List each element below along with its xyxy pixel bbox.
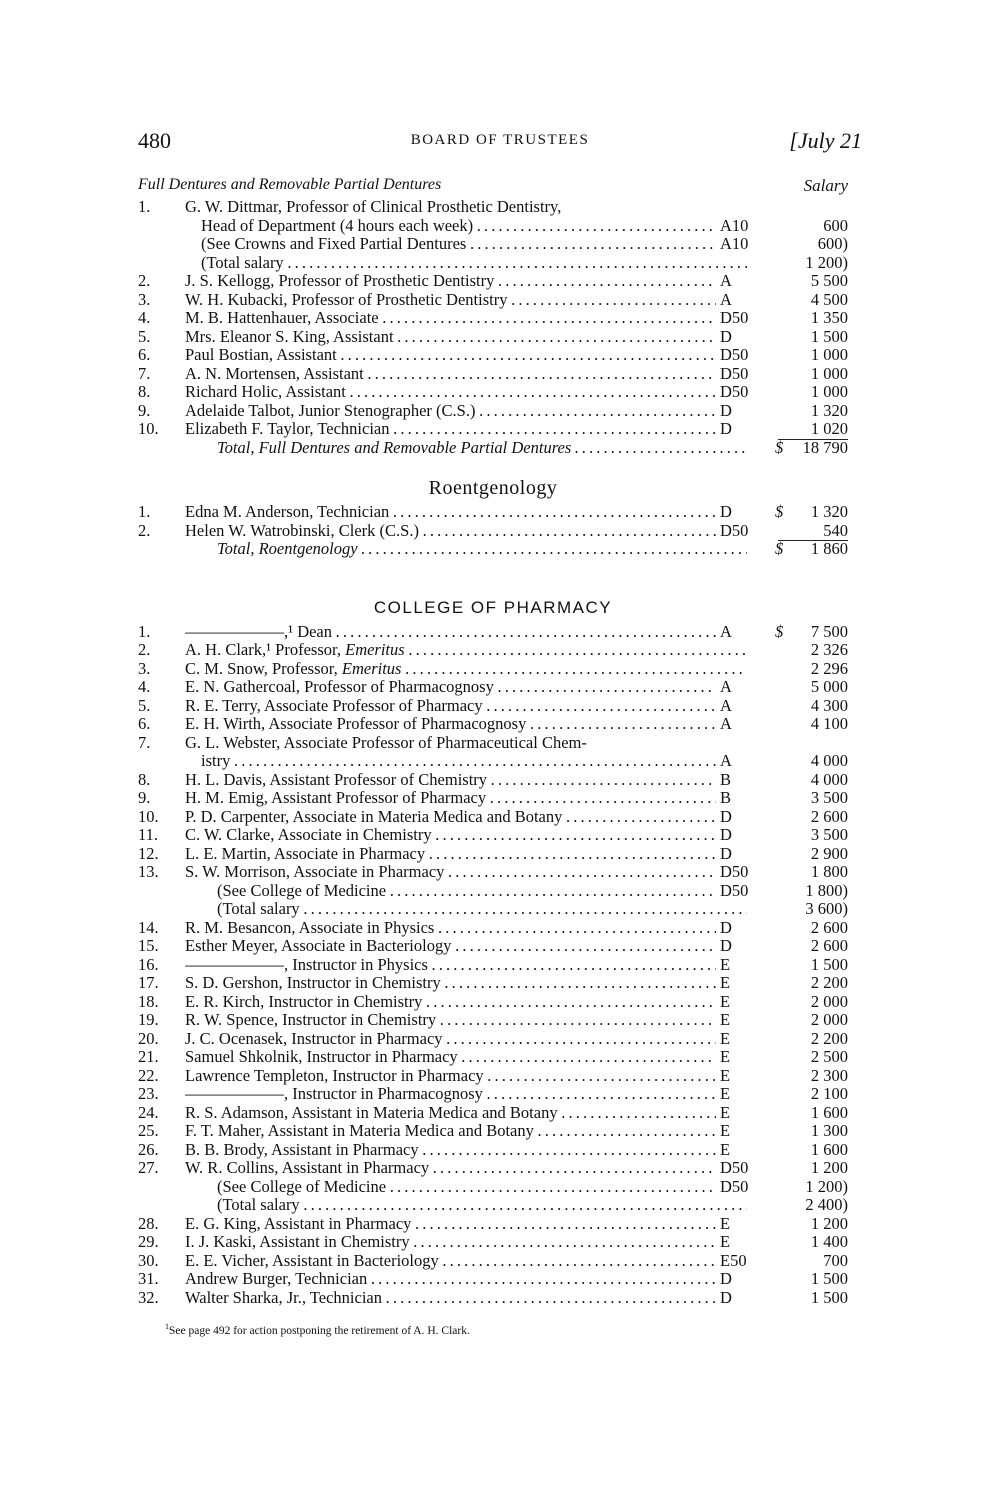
list-item <box>138 1085 848 1104</box>
item-number: 9. <box>138 400 151 420</box>
running-title: BOARD OF TRUSTEES <box>410 132 590 148</box>
list-item <box>138 235 848 254</box>
list-item <box>138 1141 848 1160</box>
item-grade: D <box>716 808 768 827</box>
item-description: Samuel Shkolnik, Instructor in Pharmacy . . . <box>185 1048 747 1067</box>
item-number: 23. <box>138 1084 159 1103</box>
item-description: G. W. Dittmar, Professor of Clinical Prosthetic Dentistry, <box>185 198 562 216</box>
item-salary: 4 500 <box>810 289 848 309</box>
item-salary: 1 320 <box>810 400 848 420</box>
list-item <box>138 752 848 771</box>
item-salary: 1 400 <box>810 1232 848 1251</box>
list-item <box>138 1159 848 1178</box>
item-grade: A <box>716 291 768 310</box>
item-grade: B <box>716 771 768 790</box>
item-description: W. R. Collins, Assistant in Pharmacy . . . <box>185 1159 747 1178</box>
item-salary: 2 100 <box>810 1084 848 1103</box>
item-grade: D <box>716 328 768 347</box>
list-item <box>138 623 848 642</box>
dollar-sign: $ <box>775 437 784 457</box>
item-grade: D50 <box>716 1159 768 1178</box>
list-item <box>138 1011 848 1030</box>
item-description: S. W. Morrison, Associate in Pharmacy . . . <box>185 863 747 882</box>
item-description: L. E. Martin, Associate in Pharmacy . . . <box>185 845 747 864</box>
item-description: E. G. King, Assistant in Pharmacy . . . <box>185 1215 747 1234</box>
item-grade: D <box>716 1289 768 1308</box>
item-description: Mrs. Eleanor S. King, Assistant . . . <box>185 328 747 347</box>
item-number: 5. <box>138 326 151 346</box>
running-head <box>138 128 862 158</box>
item-description: (Total salary . . . <box>217 1196 747 1215</box>
list-item <box>138 198 848 217</box>
item-description: C. W. Clarke, Associate in Chemistry . . . <box>185 826 747 845</box>
list-item <box>138 808 848 827</box>
item-description: W. H. Kubacki, Professor of Prosthetic Dentistry . . . <box>185 291 747 310</box>
item-salary: 2 000 <box>810 991 848 1011</box>
item-description: ——————, Instructor in Pharmacognosy . . . <box>185 1085 747 1104</box>
item-grade: E <box>716 1141 768 1160</box>
list-item <box>138 919 848 938</box>
list-item <box>138 254 848 273</box>
item-salary: 1 300 <box>810 1121 848 1140</box>
list-item <box>138 522 848 541</box>
item-salary: 4 000 <box>810 751 848 770</box>
item-number: 31. <box>138 1269 159 1288</box>
item-salary: 2 200 <box>810 1028 848 1048</box>
item-number: 10. <box>138 419 159 438</box>
item-number: 2. <box>138 271 151 290</box>
list-item <box>138 771 848 790</box>
item-number: 18. <box>138 991 159 1011</box>
section-title-college-of-pharmacy: COLLEGE OF PHARMACY <box>373 597 613 617</box>
item-number: 30. <box>138 1250 159 1270</box>
item-salary: 2 900 <box>810 843 848 863</box>
item-number: 15. <box>138 936 159 955</box>
item-description: R. M. Besancon, Associate in Physics . . . <box>185 919 747 938</box>
item-description: C. M. Snow, Professor, Emeritus . . . <box>185 660 747 679</box>
item-number: 24. <box>138 1102 159 1122</box>
item-description: B. B. Brody, Assistant in Pharmacy . . . <box>185 1141 747 1160</box>
list-item <box>138 734 848 753</box>
item-description: E. R. Kirch, Instructor in Chemistry . . . <box>185 993 747 1012</box>
list-item <box>138 309 848 328</box>
list-item <box>138 1233 848 1252</box>
list-item <box>138 346 848 365</box>
item-description: F. T. Maher, Assistant in Materia Medica and Botany . . . <box>185 1122 747 1141</box>
footnote-text: See page 492 for action postponing the retirement of A. H. Clark. <box>169 1324 470 1337</box>
item-grade: D <box>716 420 768 439</box>
item-grade: A <box>716 752 768 771</box>
item-salary: 2 600 <box>810 806 848 826</box>
item-grade: A10 <box>716 235 768 254</box>
item-salary: 7 500 <box>810 621 848 641</box>
item-salary: 2 296 <box>810 658 848 678</box>
item-number: 14. <box>138 917 159 937</box>
item-grade: D50 <box>716 309 768 328</box>
item-salary: 1 000 <box>810 382 848 401</box>
item-salary: 1 500 <box>810 954 848 974</box>
list-item <box>138 1215 848 1234</box>
item-salary: 1 350 <box>810 308 848 327</box>
list-item <box>138 1048 848 1067</box>
item-description: Lawrence Templeton, Instructor in Pharmacy . . . <box>185 1067 747 1086</box>
item-number: 19. <box>138 1010 159 1029</box>
item-number: 8. <box>138 769 151 789</box>
list-item <box>138 974 848 993</box>
item-salary: 2 500 <box>810 1047 848 1066</box>
item-grade: E <box>716 1233 768 1252</box>
list-item <box>138 993 848 1012</box>
section-full-dentures <box>138 198 848 439</box>
item-grade: D50 <box>716 346 768 365</box>
item-grade: E50 <box>716 1252 768 1271</box>
item-description: G. L. Webster, Associate Professor of Pharmaceutical Chem- <box>185 733 587 752</box>
item-number: 6. <box>138 345 151 364</box>
item-grade: A <box>716 697 768 716</box>
item-salary: 1 200 <box>810 1158 848 1177</box>
item-grade: B <box>716 789 768 808</box>
item-number: 2. <box>138 520 151 540</box>
item-salary: 3 500 <box>810 825 848 844</box>
item-number: 22. <box>138 1065 159 1085</box>
list-item <box>138 1270 848 1289</box>
list-item <box>138 826 848 845</box>
list-item <box>138 678 848 697</box>
item-salary: 1 320 <box>810 502 848 521</box>
list-item <box>138 1196 848 1215</box>
item-salary: 600 <box>823 215 848 235</box>
item-grade: D50 <box>716 383 768 402</box>
item-description: A. H. Clark,¹ Professor, Emeritus . . . <box>185 641 747 660</box>
item-grade: E <box>716 1215 768 1234</box>
item-description: (See College of Medicine . . . <box>217 1178 747 1197</box>
item-grade: D <box>716 919 768 938</box>
item-grade: E <box>716 974 768 993</box>
item-number: 1. <box>138 502 151 521</box>
list-item <box>138 900 848 919</box>
item-grade: E <box>716 1011 768 1030</box>
item-salary: 3 500 <box>810 788 848 807</box>
list-item <box>138 1104 848 1123</box>
item-number: 5. <box>138 695 151 715</box>
item-number: 21. <box>138 1047 159 1066</box>
item-description: Andrew Burger, Technician . . . <box>185 1270 747 1289</box>
list-item <box>138 1067 848 1086</box>
item-salary: 2 000 <box>810 1010 848 1029</box>
item-grade: A <box>716 678 768 697</box>
item-grade: E <box>716 1067 768 1086</box>
item-salary: 700 <box>823 1250 848 1270</box>
total-row <box>138 540 848 559</box>
item-description: R. S. Adamson, Assistant in Materia Medica and Botany . . . <box>185 1104 747 1123</box>
list-item <box>138 503 848 522</box>
item-salary: 1 500 <box>810 1269 848 1288</box>
item-number: 9. <box>138 788 151 807</box>
item-description: (Total salary . . . <box>217 900 747 919</box>
salary-column-header: Salary <box>803 176 848 195</box>
item-description: E. E. Vicher, Assistant in Bacteriology . . . <box>185 1252 747 1271</box>
section-heading-row <box>138 176 848 198</box>
list-item <box>138 956 848 975</box>
item-salary: 1 000 <box>810 345 848 364</box>
item-description: (Total salary . . . <box>201 254 747 273</box>
list-item <box>138 217 848 236</box>
item-salary: 4 300 <box>810 695 848 715</box>
item-salary: 1 500 <box>810 1287 848 1307</box>
item-description: ——————,¹ Dean . . . <box>185 623 747 642</box>
item-description: R. E. Terry, Associate Professor of Pharmacy . . . <box>185 697 747 716</box>
item-number: 10. <box>138 806 159 826</box>
item-salary: 1 500 <box>810 326 848 346</box>
item-grade: A <box>716 623 768 642</box>
item-number: 7. <box>138 363 151 383</box>
running-date: [July 21 <box>789 128 862 153</box>
item-grade: D <box>716 845 768 864</box>
item-number: 28. <box>138 1213 159 1233</box>
page-number: 480 <box>138 128 171 153</box>
item-salary: 4 000 <box>810 769 848 789</box>
list-item <box>138 291 848 310</box>
item-number: 20. <box>138 1028 159 1048</box>
item-salary: 4 100 <box>810 714 848 733</box>
item-salary: 3 600) <box>805 899 848 918</box>
salary-list <box>138 176 848 1307</box>
item-description: (See Crowns and Fixed Partial Dentures . . . <box>201 235 747 254</box>
item-grade: E <box>716 993 768 1012</box>
item-number: 3. <box>138 658 151 678</box>
item-number: 1. <box>138 197 151 216</box>
item-number: 6. <box>138 714 151 733</box>
list-item <box>138 715 848 734</box>
footnote <box>165 1322 470 1337</box>
list-item <box>138 328 848 347</box>
item-grade: A <box>716 272 768 291</box>
item-description: J. S. Kellogg, Professor of Prosthetic Dentistry . . . <box>185 272 747 291</box>
section-title-roentgenology: Roentgenology <box>428 477 558 499</box>
list-item <box>138 1122 848 1141</box>
item-number: 27. <box>138 1158 159 1177</box>
item-description: Paul Bostian, Assistant . . . <box>185 346 747 365</box>
item-number: 8. <box>138 382 151 401</box>
item-description: Adelaide Talbot, Junior Stenographer (C.S.) . . . <box>185 402 747 421</box>
item-grade: A10 <box>716 217 768 236</box>
item-grade: D <box>716 826 768 845</box>
list-item <box>138 660 848 679</box>
item-salary: 1 600 <box>810 1102 848 1122</box>
item-grade: E <box>716 1122 768 1141</box>
item-description: Walter Sharka, Jr., Technician . . . <box>185 1289 747 1308</box>
section-title-full-dentures: Full Dentures and Removable Partial Dentures <box>138 176 442 193</box>
list-item <box>138 1289 848 1308</box>
list-item <box>138 1252 848 1271</box>
item-salary: 1 800) <box>805 880 848 900</box>
item-salary: 1 200) <box>805 252 848 272</box>
item-description: ——————, Instructor in Physics . . . <box>185 956 747 975</box>
total-salary: 1 860 <box>810 539 848 558</box>
emeritus-text: Emeritus <box>341 659 402 678</box>
list-item <box>138 641 848 660</box>
dollar-sign: $ <box>775 539 784 558</box>
item-description: I. J. Kaski, Assistant in Chemistry . . . <box>185 1233 747 1252</box>
item-number: 16. <box>138 954 159 974</box>
total-label: Total, Roentgenology . . . <box>217 540 747 559</box>
item-number: 12. <box>138 843 159 863</box>
item-description: S. D. Gershon, Instructor in Chemistry . . . <box>185 974 747 993</box>
item-description: (See College of Medicine . . . <box>217 882 747 901</box>
item-description: P. D. Carpenter, Associate in Materia Medica and Botany . . . <box>185 808 747 827</box>
item-salary: 5 500 <box>810 271 848 290</box>
item-description: E. H. Wirth, Associate Professor of Pharmacognosy . . . <box>185 715 747 734</box>
item-description: Helen W. Watrobinski, Clerk (C.S.) . . . <box>185 522 747 541</box>
list-item <box>138 1178 848 1197</box>
item-grade: D <box>716 402 768 421</box>
item-grade: D <box>716 503 768 522</box>
item-salary: 2 400) <box>805 1195 848 1214</box>
list-item <box>138 789 848 808</box>
item-salary: 2 600 <box>810 917 848 937</box>
item-grade: D <box>716 937 768 956</box>
list-item <box>138 272 848 291</box>
item-salary: 600) <box>817 234 848 253</box>
item-description: Edna M. Anderson, Technician . . . <box>185 503 747 522</box>
item-grade: D50 <box>716 365 768 384</box>
list-item <box>138 1030 848 1049</box>
item-description: J. C. Ocenasek, Instructor in Pharmacy . . . <box>185 1030 747 1049</box>
item-number: 1. <box>138 621 151 641</box>
item-number: 32. <box>138 1287 159 1307</box>
item-number: 13. <box>138 862 159 881</box>
item-number: 17. <box>138 973 159 992</box>
item-grade: E <box>716 1030 768 1049</box>
item-salary: 1 200) <box>805 1176 848 1196</box>
item-number: 7. <box>138 732 151 752</box>
item-number: 26. <box>138 1139 159 1159</box>
item-description: Richard Holic, Assistant . . . <box>185 383 747 402</box>
emeritus-text: Emeritus <box>345 641 405 659</box>
list-item <box>138 845 848 864</box>
item-salary: 2 600 <box>810 936 848 955</box>
item-grade: D50 <box>716 863 768 882</box>
item-salary: 2 300 <box>810 1065 848 1085</box>
total-label: Total, Full Dentures and Removable Partial Dentures . . . <box>217 439 747 458</box>
item-salary: 1 020 <box>778 420 848 440</box>
item-description: M. B. Hattenhauer, Associate . . . <box>185 309 747 328</box>
list-item <box>138 420 848 439</box>
list-item <box>138 697 848 716</box>
total-row <box>138 439 848 458</box>
footnote-mark: 1 <box>165 1322 169 1331</box>
item-number: 2. <box>138 640 151 659</box>
list-item <box>138 937 848 956</box>
list-item <box>138 365 848 384</box>
item-number: 3. <box>138 289 151 309</box>
item-number: 25. <box>138 1121 159 1140</box>
item-number: 4. <box>138 308 151 327</box>
item-salary: 1 800 <box>810 862 848 881</box>
item-grade: D50 <box>716 1178 768 1197</box>
item-salary: 1 600 <box>810 1139 848 1159</box>
item-salary: 1 000 <box>810 363 848 383</box>
item-grade: D50 <box>716 522 768 541</box>
item-grade: E <box>716 1048 768 1067</box>
item-description: E. N. Gathercoal, Professor of Pharmacognosy . . . <box>185 678 747 697</box>
item-salary: 2 326 <box>810 640 848 659</box>
item-salary: 540 <box>778 522 848 542</box>
item-description: istry . . . <box>201 752 747 771</box>
item-description: R. W. Spence, Instructor in Chemistry . . . <box>185 1011 747 1030</box>
spacer <box>138 559 848 591</box>
dollar-sign: $ <box>775 621 784 641</box>
item-description: H. L. Davis, Assistant Professor of Chemistry . . . <box>185 771 747 790</box>
spacer <box>138 457 848 471</box>
item-description: H. M. Emig, Assistant Professor of Pharmacy . . . <box>185 789 747 808</box>
item-description: Head of Department (4 hours each week) . . . <box>201 217 747 236</box>
list-item <box>138 383 848 402</box>
list-item <box>138 402 848 421</box>
item-grade: E <box>716 1085 768 1104</box>
item-grade: E <box>716 956 768 975</box>
item-description: Esther Meyer, Associate in Bacteriology . . . <box>185 937 747 956</box>
section-roentgenology <box>138 503 848 540</box>
item-salary: 2 200 <box>810 973 848 992</box>
item-grade: D50 <box>716 882 768 901</box>
item-grade: D <box>716 1270 768 1289</box>
item-number: 11. <box>138 825 159 844</box>
item-description: A. N. Mortensen, Assistant . . . <box>185 365 747 384</box>
item-salary: 1 200 <box>810 1213 848 1233</box>
item-grade: A <box>716 715 768 734</box>
item-grade: E <box>716 1104 768 1123</box>
item-number: 29. <box>138 1232 159 1251</box>
section-college-of-pharmacy <box>138 623 848 1308</box>
total-salary: 18 790 <box>802 437 848 457</box>
list-item <box>138 882 848 901</box>
list-item <box>138 863 848 882</box>
item-description: Elizabeth F. Taylor, Technician . . . <box>185 420 747 439</box>
item-salary: 5 000 <box>810 677 848 696</box>
item-number: 4. <box>138 677 151 696</box>
dollar-sign: $ <box>775 502 784 521</box>
